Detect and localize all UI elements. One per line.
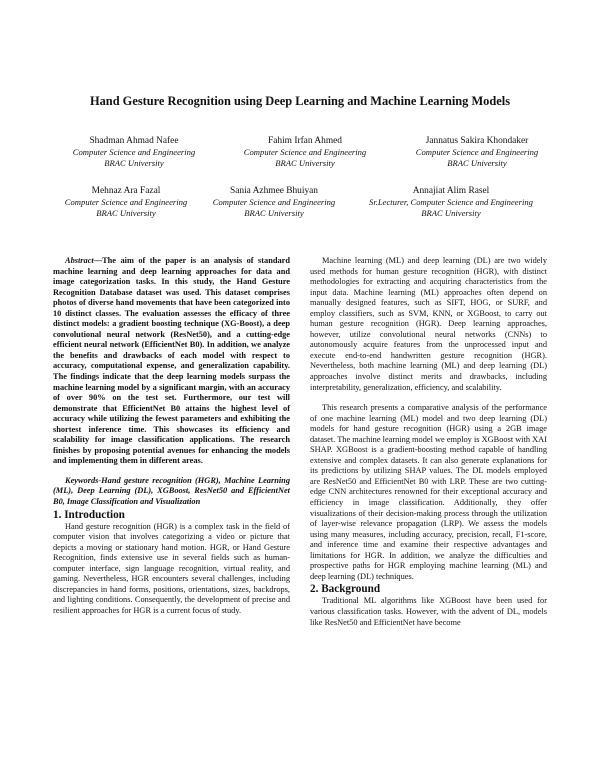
author-university: BRAC University xyxy=(421,208,481,218)
intro-paragraph: Hand gesture recognition (HGR) is a complex task in the field of computer vision that involves categorizing a video or picture that depicts a moving or stationary hand motion. HGR, or Hand Gesture Recognition, finds extensive use in several fields such as human-computer interface, sign language recognition, virtual reality, and gaming. Nevertheless, HGR encounters several challenges, including discrepancies in hand forms, positions, orientations, sizes, backdrops, and lighting conditions. Consequently, the development of precise and resilient approaches for HGR is a current focus of study. xyxy=(53,521,290,615)
keywords: Keywords-Hand gesture recognition (HGR), Machine Learning (ML), Deep Learning (DL), XGBoost, ResNet50 and EfficientNet B0, Image Classification and Visualization xyxy=(53,475,290,507)
author-block xyxy=(230,135,380,169)
abstract-text: —The aim of the paper is an analysis of standard machine learning and deep learning approaches for data and image categorization tasks. In this study, the Hand Gesture Recognition Database dataset was used. This dataset comprises photos of diverse hand movements that have been categorized into 10 distinct classes. The evaluation assesses the efficacy of three distinct models: a gradient boosting technique (XG-Boost), a deep convolutional neural network (ResNet50), and a cutting-edge efficient neural network (EfficientNet B0). In addition, we analyze the benefits and drawbacks of each model with respect to accuracy, computational expense, and generalization capability. The findings indicate that the deep learning models surpass the machine learning model by a significant margin, with an accuracy of over 90% on the test set. Furthermore, our test will demonstrate that EfficientNet B0 attains the highest level of accuracy while utilizing the fewest parameters and exhibiting the shortest inference time. This showcases its efficiency and scalability for image classification applications. The research finishes by proposing potential avenues for enhancing the models and implementing them in different areas. xyxy=(53,256,290,466)
author-block xyxy=(52,185,200,219)
body-paragraph: Machine learning (ML) and deep learning (DL) are two widely used methods for human gesture recognition (HGR), with distinct methodologies for extracting and acquiring characteristics from the input data. Machine learning (ML) approaches often depend on manually designed features, such as SIFT, HOG, or SURF, and employ classifiers, such as SVM, KNN, or XGBoost, to carry out human gesture recognition (HGR). Deep learning approaches, however, utilize convolutional neural networks (CNNs) to autonomously acquire features from the unprocessed input and execute end-to-end handwritten gesture recognition (HGR). Nevertheless, both machine learning (ML) and deep learning (DL) approaches involve distinct merits and drawbacks, including interpretability, generalization, efficiency, and scalability. xyxy=(310,256,547,392)
author-university: BRAC University xyxy=(104,158,164,168)
abstract xyxy=(53,256,290,467)
author-affiliation: Sr.Lecturer, Computer Science and Engineering xyxy=(369,197,533,207)
author-affiliation: Computer Science and Engineering xyxy=(212,197,336,207)
author-affiliation: Computer Science and Engineering xyxy=(243,147,367,157)
right-column xyxy=(310,256,547,628)
section-heading-background: 2. Background xyxy=(310,583,381,596)
section-heading-introduction: 1. Introduction xyxy=(53,508,125,521)
author-university: BRAC University xyxy=(96,208,156,218)
author-name: Fahim Irfan Ahmed xyxy=(268,136,342,146)
background-paragraph: Traditional ML algorithms like XGBoost have been used for various classification tasks. However, with the advent of DL, models like ResNet50 and EfficientNet have become xyxy=(310,596,547,627)
author-block xyxy=(348,185,554,219)
author-university: BRAC University xyxy=(244,208,304,218)
author-block xyxy=(59,135,209,169)
author-name: Jannatus Sakira Khondaker xyxy=(425,136,529,146)
paper-title: Hand Gesture Recognition using Deep Learning and Machine Learning Models xyxy=(89,94,511,108)
author-university: BRAC University xyxy=(447,158,507,168)
author-affiliation: Computer Science and Engineering xyxy=(415,147,539,157)
author-name: Mehnaz Ara Fazal xyxy=(91,186,161,196)
author-block xyxy=(200,185,348,219)
body-paragraph: This research presents a comparative analysis of the performance of one machine learning (ML) model and two deep learning (DL) models for hand gesture recognition (HGR) using a 2GB image dataset. The machine learning model we employ is XGBoost with XAI SHAP. XGBoost is a gradient-boosting method capable of handling extensive and complex datasets. It can also generate explanations for its predictions by utilizing SHAP values. The DL models employed are ResNet50 and EfficientNet B0 with LRP. These are two cutting-edge CNN architectures renowned for their exceptional accuracy and efficiency in image classification. Additionally, they offer visualizations of their decision-making process through the utilization of layer-wise relevance propagation (LRP). We assess the models using many measures, including accuracy, precision, recall, F1-score, and inference time and examine their respective advantages and limitations for HGR. In addition, we analyze the difficulties and prospective paths for HGR employing machine learning (ML) and deep learning (DL) techniques. xyxy=(310,403,547,581)
author-name: Annajiat Alim Rasel xyxy=(412,186,490,196)
author-university: BRAC University xyxy=(275,158,335,168)
author-name: Sania Azhmee Bhuiyan xyxy=(230,186,318,196)
author-affiliation: Computer Science and Engineering xyxy=(64,197,188,207)
author-affiliation: Computer Science and Engineering xyxy=(72,147,196,157)
author-block xyxy=(402,135,552,169)
author-name: Shadman Ahmad Nafee xyxy=(89,136,179,146)
left-column xyxy=(53,256,290,617)
abstract-label: Abstract xyxy=(65,256,94,265)
